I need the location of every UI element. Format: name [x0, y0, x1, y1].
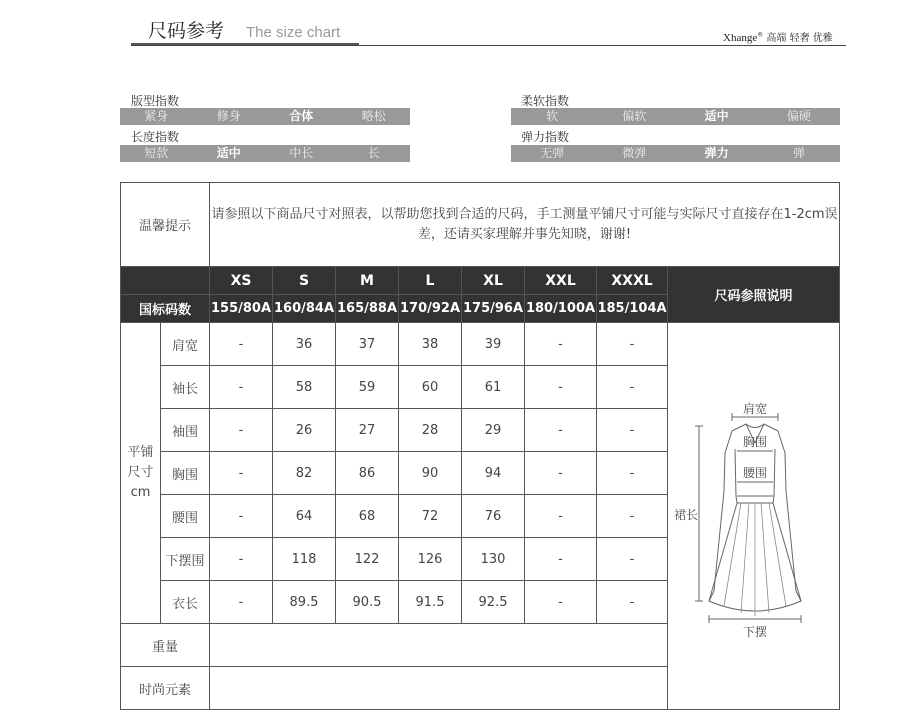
table-row [121, 323, 840, 366]
elasticity-option-selected: 弹力 [704, 146, 729, 160]
length-index-label: 长度指数 [131, 130, 180, 144]
cell: 130 [462, 538, 525, 581]
size-xs: XS [210, 267, 273, 295]
cell: 92.5 [462, 581, 525, 624]
cell: 64 [273, 495, 336, 538]
notice-row [121, 183, 840, 267]
cell: 29 [462, 409, 525, 452]
diagram-waist-label: 腰围 [742, 466, 767, 480]
row-label: 衣长 [161, 581, 210, 624]
dress-diagram-cell [668, 323, 840, 710]
cell: 58 [273, 366, 336, 409]
fit-option: 修身 [216, 109, 241, 123]
cell: 76 [462, 495, 525, 538]
fit-option-selected: 合体 [289, 109, 314, 123]
size-l: L [399, 267, 462, 295]
national-label: 国标码数 [121, 295, 210, 323]
cell: 118 [273, 538, 336, 581]
brand-slogan: 高端 轻奢 优雅 [766, 33, 833, 44]
cell: - [525, 495, 597, 538]
cell: - [525, 538, 597, 581]
weight-value [210, 624, 668, 667]
cell: - [597, 323, 668, 366]
softness-index-label: 柔软指数 [521, 94, 570, 108]
elasticity-index-bar [511, 145, 840, 162]
cell: 37 [336, 323, 399, 366]
national-code: 155/80A [210, 295, 273, 323]
cell: - [525, 581, 597, 624]
brand-mark: ® [757, 31, 764, 39]
cell: 28 [399, 409, 462, 452]
cell: - [210, 495, 273, 538]
brand [723, 29, 833, 44]
diagram-shoulder-label: 肩宽 [742, 402, 767, 416]
cell: 90.5 [336, 581, 399, 624]
national-code: 175/96A [462, 295, 525, 323]
size-xxl: XXL [525, 267, 597, 295]
cell: - [597, 581, 668, 624]
cell: 72 [399, 495, 462, 538]
cell: - [597, 452, 668, 495]
size-m: M [336, 267, 399, 295]
cell: - [525, 452, 597, 495]
size-xl: XL [462, 267, 525, 295]
page-subtitle: The size chart [246, 24, 341, 41]
fit-index-bar [120, 108, 410, 125]
size-xxxl: XXXL [597, 267, 668, 295]
cell: - [210, 452, 273, 495]
header-divider [131, 45, 846, 46]
elasticity-option: 弹 [792, 146, 805, 160]
size-header-corner [121, 267, 210, 295]
cell: 91.5 [399, 581, 462, 624]
cell: - [525, 366, 597, 409]
cell: 60 [399, 366, 462, 409]
group-label: 平铺尺寸cm [121, 323, 161, 624]
cell: - [210, 366, 273, 409]
notice-label: 温馨提示 [121, 183, 210, 267]
cell: 27 [336, 409, 399, 452]
cell: 86 [336, 452, 399, 495]
cell: 122 [336, 538, 399, 581]
softness-option-selected: 适中 [704, 109, 729, 123]
page-title: 尺码参考 [148, 20, 225, 42]
guide-header: 尺码参照说明 [668, 267, 840, 323]
cell: 38 [399, 323, 462, 366]
diagram-hem-label: 下摆 [742, 625, 767, 639]
cell: 26 [273, 409, 336, 452]
national-code: 180/100A [525, 295, 597, 323]
diagram-length-label: 裙长 [673, 508, 698, 522]
cell: - [210, 409, 273, 452]
size-chart-table [120, 182, 840, 710]
cell: 36 [273, 323, 336, 366]
size-header-row [121, 267, 840, 295]
row-label: 袖长 [161, 366, 210, 409]
cell: 94 [462, 452, 525, 495]
row-label: 袖围 [161, 409, 210, 452]
cell: 89.5 [273, 581, 336, 624]
softness-index-bar [511, 108, 840, 125]
national-code: 160/84A [273, 295, 336, 323]
cell: - [210, 538, 273, 581]
cell: 90 [399, 452, 462, 495]
length-index-bar [120, 145, 410, 162]
size-s: S [273, 267, 336, 295]
cell: 59 [336, 366, 399, 409]
cell: - [597, 409, 668, 452]
cell: - [597, 366, 668, 409]
dress-diagram [673, 391, 829, 641]
elasticity-option: 无弹 [540, 146, 565, 160]
elasticity-index-label: 弹力指数 [521, 130, 570, 144]
row-label: 下摆围 [161, 538, 210, 581]
softness-option: 软 [546, 109, 559, 123]
cell: 82 [273, 452, 336, 495]
fashion-value [210, 667, 668, 710]
softness-option: 偏硬 [786, 109, 811, 123]
cell: - [525, 409, 597, 452]
cell: - [525, 323, 597, 366]
cell: 61 [462, 366, 525, 409]
length-option: 中长 [289, 146, 314, 160]
length-option: 长 [367, 146, 380, 160]
national-code: 185/104A [597, 295, 668, 323]
fit-option: 略松 [361, 109, 386, 123]
softness-option: 偏软 [622, 109, 647, 123]
fit-option: 紧身 [144, 109, 169, 123]
row-label: 肩宽 [161, 323, 210, 366]
weight-label: 重量 [121, 624, 210, 667]
cell: 126 [399, 538, 462, 581]
length-option: 短款 [144, 146, 169, 160]
cell: - [210, 581, 273, 624]
diagram-chest-label: 胸围 [742, 435, 767, 449]
cell: - [597, 538, 668, 581]
national-code: 165/88A [336, 295, 399, 323]
cell: 39 [462, 323, 525, 366]
length-option-selected: 适中 [216, 146, 241, 160]
brand-name: Xhange [723, 32, 758, 44]
cell: - [597, 495, 668, 538]
cell: - [210, 323, 273, 366]
elasticity-option: 微弹 [622, 146, 647, 160]
row-label: 腰围 [161, 495, 210, 538]
fashion-label: 时尚元素 [121, 667, 210, 710]
cell: 68 [336, 495, 399, 538]
national-code: 170/92A [399, 295, 462, 323]
fit-index-label: 版型指数 [131, 94, 180, 108]
row-label: 胸围 [161, 452, 210, 495]
notice-text: 请参照以下商品尺寸对照表，以帮助您找到合适的尺码，手工测量平铺尺寸可能与实际尺寸直接存在1-2cm误差，还请买家理解并事先知晓，谢谢! [210, 183, 840, 267]
